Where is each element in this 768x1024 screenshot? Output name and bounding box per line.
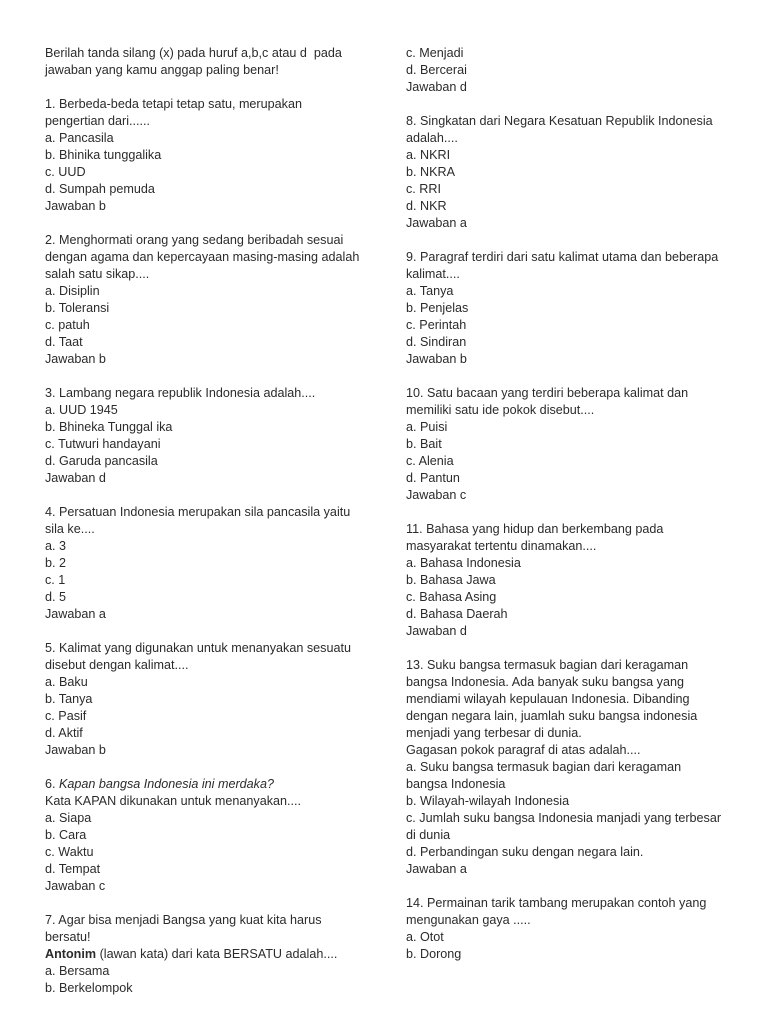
question-text: bangsa Indonesia. Ada banyak suku bangsa yang [406,675,684,689]
question-text: memiliki satu ide pokok disebut.... [406,403,595,417]
option-b: b. Bhinika tunggalika [45,148,162,162]
question-text: dengan negara lain, juamlah suku bangsa indonesia [406,709,698,723]
option-c: c. Jumlah suku bangsa Indonesia manjadi yang terbesar [406,811,722,825]
question-text: 11. Bahasa yang hidup dan berkembang pada [406,522,664,536]
option-a: a. Tanya [406,284,454,298]
question-text: masyarakat tertentu dinamakan.... [406,539,597,553]
question-text: bersatu! [45,930,91,944]
option-d: d. Garuda pancasila [45,454,158,468]
option-a: a. Bahasa Indonesia [406,556,521,570]
option-c: c. Menjadi [406,46,464,60]
option-b: b. Bhineka Tunggal ika [45,420,173,434]
option-b: b. NKRA [406,165,455,179]
option-b: b. Wilayah-wilayah Indonesia [406,794,570,808]
answer-text: Jawaban d [406,624,467,638]
question-11 [406,521,736,640]
question-text: 5. Kalimat yang digunakan untuk menanyakan sesuatu [45,641,351,655]
question-text: pengertian dari...... [45,114,151,128]
question-text: 2. Menghormati orang yang sedang beribadah sesuai [45,233,344,247]
question-text: 9. Paragraf terdiri dari satu kalimat utama dan beberapa [406,250,719,264]
question-text: adalah.... [406,131,458,145]
option-a: a. 3 [45,539,67,553]
question-text: kalimat.... [406,267,460,281]
option-b: b. Tanya [45,692,93,706]
option-a: a. Suku bangsa termasuk bagian dari keragaman [406,760,682,774]
option-c: c. Waktu [45,845,94,859]
option-b: b. Penjelas [406,301,469,315]
option-b: b. Bait [406,437,442,451]
option-c: c. patuh [45,318,90,332]
question-text: 10. Satu bacaan yang terdiri beberapa kalimat dan [406,386,689,400]
question-3 [45,385,365,487]
question-text: 4. Persatuan Indonesia merupakan sila pancasila yaitu [45,505,351,519]
question-text: disebut dengan kalimat.... [45,658,189,672]
question-text [45,776,365,793]
option-a: a. Otot [406,930,444,944]
left-column [45,45,365,997]
question-13 [406,657,736,878]
option-c: c. RRI [406,182,441,196]
answer-text: Jawaban b [45,199,106,213]
bold-term: Antonim [45,947,97,961]
option-c: c. Tutwuri handayani [45,437,161,451]
question-2 [45,232,365,368]
answer-text: Jawaban b [45,352,106,366]
answer-text: Jawaban b [406,352,467,366]
answer-text: Jawaban b [45,743,106,757]
option-a: a. Siapa [45,811,92,825]
question-14 [406,895,736,963]
option-c-continued: di dunia [406,828,451,842]
right-column [406,45,736,963]
option-d: d. NKR [406,199,447,213]
question-text: 13. Suku bangsa termasuk bagian dari keragaman [406,658,689,672]
question-text: menjadi yang terbesar di dunia. [406,726,582,740]
question-text: mengunakan gaya ..... [406,913,531,927]
answer-text: Jawaban d [406,80,467,94]
question-text: 7. Agar bisa menjadi Bangsa yang kuat kita harus [45,913,322,927]
option-a: a. Pancasila [45,131,114,145]
option-d: d. Pantun [406,471,460,485]
option-a-continued: bangsa Indonesia [406,777,506,791]
question-text: sila ke.... [45,522,95,536]
answer-text: Jawaban d [45,471,106,485]
question-7-continued [406,45,736,96]
question-number: 6. [45,777,60,791]
option-b: b. Cara [45,828,87,842]
question-text: dengan agama dan kepercayaan masing-masing adalah [45,250,360,264]
question-1 [45,96,365,215]
option-b: b. Toleransi [45,301,110,315]
question-text: 1. Berbeda-beda tetapi tetap satu, merupakan [45,97,302,111]
question-text: salah satu sikap.... [45,267,150,281]
question-rest: (lawan kata) dari kata BERSATU adalah.... [96,947,338,961]
instruction-line: jawaban yang kamu anggap paling benar! [45,63,279,77]
option-a: a. Baku [45,675,88,689]
instructions [45,45,365,79]
option-d: d. Taat [45,335,83,349]
option-b: b. Bahasa Jawa [406,573,496,587]
option-d: d. Bahasa Daerah [406,607,508,621]
question-8 [406,113,736,232]
option-a: a. NKRI [406,148,451,162]
option-c: c. Pasif [45,709,87,723]
question-text: 14. Permainan tarik tambang merupakan contoh yang [406,896,707,910]
option-a: a. Bersama [45,964,110,978]
question-text: mendiami wilayah kepulauan Indonesia. Dibanding [406,692,690,706]
answer-text: Jawaban a [406,216,467,230]
option-c: c. Perintah [406,318,467,332]
option-d: d. 5 [45,590,67,604]
option-d: d. Aktif [45,726,83,740]
question-text: Gagasan pokok paragraf di atas adalah.... [406,743,641,757]
question-6 [45,776,365,895]
option-d: d. Sindiran [406,335,467,349]
question-5 [45,640,365,759]
question-text [45,946,365,963]
option-b: b. Dorong [406,947,462,961]
instruction-line: Berilah tanda silang (x) pada huruf a,b,c atau d pada [45,46,342,60]
question-7 [45,912,365,997]
answer-text: Jawaban c [406,488,467,502]
option-d: d. Perbandingan suku dengan negara lain. [406,845,644,859]
option-d: d. Bercerai [406,63,467,77]
answer-text: Jawaban a [406,862,467,876]
option-b: b. Berkelompok [45,981,133,995]
question-9 [406,249,736,368]
question-text: 8. Singkatan dari Negara Kesatuan Republik Indonesia [406,114,713,128]
question-10 [406,385,736,504]
italic-question: Kapan bangsa Indonesia ini merdaka? [59,777,274,791]
question-4 [45,504,365,623]
option-d: d. Sumpah pemuda [45,182,155,196]
option-c: c. UUD [45,165,86,179]
option-d: d. Tempat [45,862,101,876]
question-text: Kata KAPAN dikunakan untuk menanyakan.... [45,794,301,808]
option-a: a. UUD 1945 [45,403,118,417]
option-c: c. 1 [45,573,66,587]
option-a: a. Disiplin [45,284,100,298]
option-c: c. Bahasa Asing [406,590,497,604]
option-c: c. Alenia [406,454,454,468]
answer-text: Jawaban c [45,879,106,893]
option-b: b. 2 [45,556,67,570]
option-a: a. Puisi [406,420,448,434]
answer-text: Jawaban a [45,607,106,621]
question-text: 3. Lambang negara republik Indonesia adalah.... [45,386,316,400]
